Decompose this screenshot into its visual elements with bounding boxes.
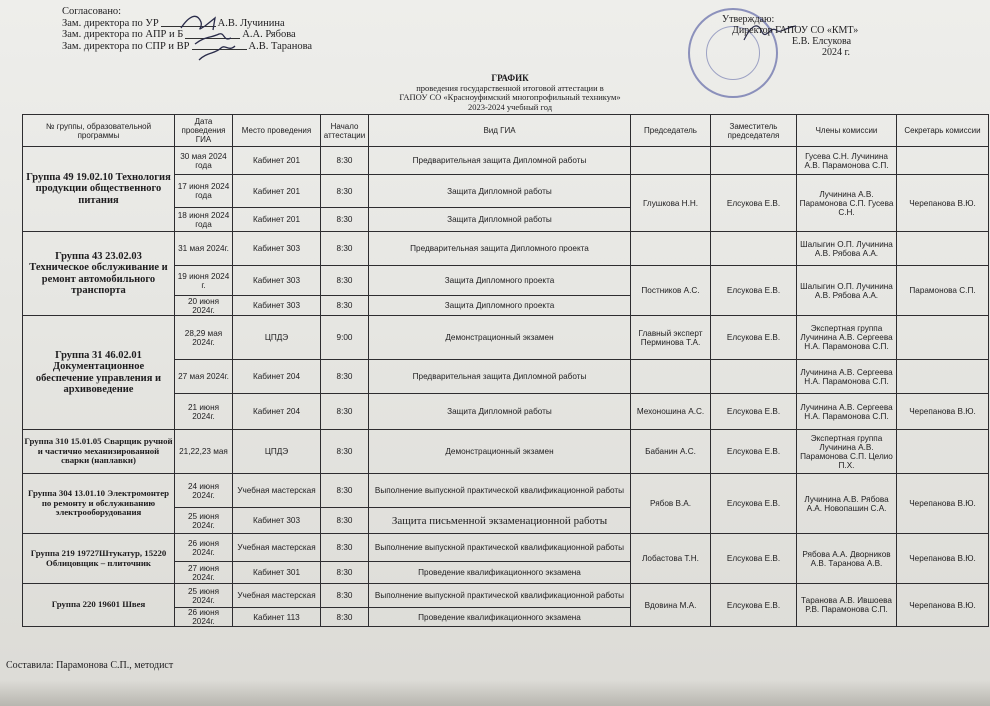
secretary-cell: Черепанова В.Ю. — [897, 474, 989, 534]
kind-cell: Выполнение выпускной практической квалификационной работы — [369, 584, 631, 608]
group-cell: Группа 310 15.01.05 Сварщик ручной и частично механизированной сварки (наплавки) — [23, 430, 175, 474]
table-row — [23, 232, 989, 266]
place-cell: Кабинет 201 — [233, 175, 321, 208]
deputy-cell — [711, 360, 797, 394]
place-cell: Учебная мастерская — [233, 474, 321, 508]
approval-director-name: Е.В. Елсукова — [792, 36, 852, 47]
secretary-cell: Черепанова В.Ю. — [897, 584, 989, 627]
members-cell: Таранова А.В. Ившоева Р.В. Парамонова С.П. — [797, 584, 897, 627]
place-cell: Учебная мастерская — [233, 534, 321, 562]
kind-cell: Демонстрационный экзамен — [369, 316, 631, 360]
kind-cell: Выполнение выпускной практической квалификационной работы — [369, 474, 631, 508]
start-cell: 8:30 — [321, 266, 369, 296]
place-cell: Кабинет 303 — [233, 508, 321, 534]
date-cell: 21,22,23 мая — [175, 430, 233, 474]
secretary-cell: Черепанова В.Ю. — [897, 534, 989, 584]
place-cell: Кабинет 201 — [233, 208, 321, 232]
start-cell: 9:00 — [321, 316, 369, 360]
date-cell: 25 июня 2024г. — [175, 508, 233, 534]
kind-cell: Защита Дипломной работы — [369, 208, 631, 232]
date-cell: 21 июня 2024г. — [175, 394, 233, 430]
place-cell: Кабинет 204 — [233, 360, 321, 394]
deputy-cell: Елсукова Е.В. — [711, 474, 797, 534]
group-cell: Группа 43 23.02.03 Техническое обслуживание и ремонт автомобильного транспорта — [23, 232, 175, 316]
date-cell: 25 июня 2024г. — [175, 584, 233, 608]
column-header: Председатель — [631, 115, 711, 147]
date-cell: 26 июня 2024г. — [175, 608, 233, 627]
deputy-cell — [711, 147, 797, 175]
group-cell: Группа 304 13.01.10 Электромонтер по ремонту и обслуживанию электрооборудования — [23, 474, 175, 534]
secretary-cell — [897, 316, 989, 360]
deputy-cell — [711, 232, 797, 266]
place-cell: Учебная мастерская — [233, 584, 321, 608]
start-cell: 8:30 — [321, 430, 369, 474]
secretary-cell — [897, 147, 989, 175]
start-cell: 8:30 — [321, 360, 369, 394]
place-cell: ЦПДЭ — [233, 316, 321, 360]
group-cell: Группа 49 19.02.10 Технология продукции общественного питания — [23, 147, 175, 232]
table-row — [23, 316, 989, 360]
group-cell: Группа 219 19727Штукатур, 15220 Облицовщик – плиточник — [23, 534, 175, 584]
kind-cell: Защита Дипломной работы — [369, 175, 631, 208]
kind-cell: Предварительная защита Дипломного проекта — [369, 232, 631, 266]
approval-name: А.А. Рябова — [242, 29, 296, 40]
start-cell: 8:30 — [321, 232, 369, 266]
table-row — [23, 584, 989, 608]
chair-cell: Лобастова Т.Н. — [631, 534, 711, 584]
place-cell: Кабинет 303 — [233, 232, 321, 266]
table-row — [23, 147, 989, 175]
chair-cell: Рябов В.А. — [631, 474, 711, 534]
place-cell: Кабинет 303 — [233, 266, 321, 296]
group-cell: Группа 31 46.02.01 Документационное обеспечение управления и архивоведение — [23, 316, 175, 430]
chair-cell: Бабанин А.С. — [631, 430, 711, 474]
start-cell: 8:30 — [321, 175, 369, 208]
approval-director: Директор ГАПОУ СО «КМТ» — [732, 25, 859, 36]
date-cell: 18 июня 2024 года — [175, 208, 233, 232]
chair-cell: Главный эксперт Перминова Т.А. — [631, 316, 711, 360]
approval-role: Зам. директора по УР — [62, 17, 159, 29]
kind-cell: Защита Дипломного проекта — [369, 266, 631, 296]
kind-cell: Защита письменной экзаменационной работы — [369, 508, 631, 534]
page-shadow — [0, 680, 990, 706]
approval-block-right — [722, 14, 858, 58]
members-cell: Лучинина А.В. Парамонова С.П. Гусева С.Н. — [797, 175, 897, 232]
start-cell: 8:30 — [321, 608, 369, 627]
deputy-cell: Елсукова Е.В. — [711, 534, 797, 584]
approval-name: А.В. Таранова — [248, 40, 313, 52]
table-row — [23, 474, 989, 508]
place-cell: Кабинет 301 — [233, 562, 321, 584]
date-cell: 27 июня 2024г. — [175, 562, 233, 584]
date-cell: 17 июня 2024 года — [175, 175, 233, 208]
schedule-table — [22, 114, 989, 627]
deputy-cell: Елсукова Е.В. — [711, 430, 797, 474]
members-cell: Экспертная группа Лучинина А.В. Парамонова С.П. Целио П.Х. — [797, 430, 897, 474]
members-cell: Экспертная группа Лучинина А.В. Сергеева Н.А. Парамонова С.П. — [797, 316, 897, 360]
start-cell: 8:30 — [321, 474, 369, 508]
start-cell: 8:30 — [321, 508, 369, 534]
approval-approve: Утверждаю: — [722, 14, 775, 25]
kind-cell: Выполнение выпускной практической квалификационной работы — [369, 534, 631, 562]
column-header: Место проведения — [233, 115, 321, 147]
group-cell: Группа 220 19601 Швея — [23, 584, 175, 627]
date-cell: 28,29 мая 2024г. — [175, 316, 233, 360]
kind-cell: Демонстрационный экзамен — [369, 430, 631, 474]
deputy-cell: Елсукова Е.В. — [711, 316, 797, 360]
secretary-cell: Черепанова В.Ю. — [897, 394, 989, 430]
start-cell: 8:30 — [321, 147, 369, 175]
chair-cell: Глушкова Н.Н. — [631, 175, 711, 232]
chair-cell — [631, 360, 711, 394]
column-header: Дата проведения ГИА — [175, 115, 233, 147]
secretary-cell: Черепанова В.Ю. — [897, 175, 989, 232]
approval-role: Зам. директора по СПР и ВР — [62, 40, 190, 52]
kind-cell: Предварительная защита Дипломной работы — [369, 360, 631, 394]
start-cell: 8:30 — [321, 534, 369, 562]
table-row — [23, 534, 989, 562]
date-cell: 31 мая 2024г. — [175, 232, 233, 266]
title-line: ГРАФИК — [491, 73, 529, 83]
kind-cell: Защита Дипломной работы — [369, 394, 631, 430]
start-cell: 8:30 — [321, 208, 369, 232]
deputy-cell: Елсукова Е.В. — [711, 584, 797, 627]
date-cell: 26 июня 2024г. — [175, 534, 233, 562]
kind-cell: Предварительная защита Дипломной работы — [369, 147, 631, 175]
place-cell: ЦПДЭ — [233, 430, 321, 474]
start-cell: 8:30 — [321, 394, 369, 430]
place-cell: Кабинет 113 — [233, 608, 321, 627]
place-cell: Кабинет 201 — [233, 147, 321, 175]
kind-cell: Защита Дипломного проекта — [369, 296, 631, 316]
start-cell: 8:30 — [321, 562, 369, 584]
kind-cell: Проведение квалификационного экзамена — [369, 562, 631, 584]
date-cell: 20 июня 2024г. — [175, 296, 233, 316]
deputy-cell: Елсукова Е.В. — [711, 394, 797, 430]
column-header: Члены комиссии — [797, 115, 897, 147]
chair-cell: Мехоношина А.С. — [631, 394, 711, 430]
column-header: Начало аттестации — [321, 115, 369, 147]
members-cell: Шалыгин О.П. Лучинина А.В. Рябова А.А. — [797, 232, 897, 266]
members-cell: Лучинина А.В. Сергеева Н.А. Парамонова С.П. — [797, 360, 897, 394]
handwritten-signature-icon — [175, 8, 255, 70]
members-cell: Лучинина А.В. Рябова А.А. Новопашин С.А. — [797, 474, 897, 534]
members-cell: Лучинина А.В. Сергеева Н.А. Парамонова С.П. — [797, 394, 897, 430]
chair-cell: Вдовина М.А. — [631, 584, 711, 627]
chair-cell: Постников А.С. — [631, 266, 711, 316]
deputy-cell: Елсукова Е.В. — [711, 266, 797, 316]
members-cell: Рябова А.А. Дворников А.В. Таранова А.В. — [797, 534, 897, 584]
members-cell: Шалыгин О.П. Лучинина А.В. Рябова А.А. — [797, 266, 897, 316]
chair-cell — [631, 232, 711, 266]
start-cell: 8:30 — [321, 584, 369, 608]
column-header: Заместитель председателя — [711, 115, 797, 147]
title-line: 2023-2024 учебный год — [467, 101, 553, 112]
footer-compiled-by: Составила: Парамонова С.П., методист — [6, 660, 174, 671]
approval-role: Зам. директора по АПР и Б — [62, 29, 184, 40]
column-header: Вид ГИА — [369, 115, 631, 147]
place-cell: Кабинет 204 — [233, 394, 321, 430]
secretary-cell: Парамонова С.П. — [897, 266, 989, 316]
approval-header: Согласовано: — [62, 6, 122, 17]
date-cell: 19 июня 2024 г. — [175, 266, 233, 296]
table-row — [23, 430, 989, 474]
title-line: проведения государственной итоговой аттестации в — [416, 82, 604, 93]
members-cell: Гусева С.Н. Лучинина А.В. Парамонова С.П. — [797, 147, 897, 175]
date-cell: 30 мая 2024 года — [175, 147, 233, 175]
date-cell: 24 июня 2024г. — [175, 474, 233, 508]
column-header: Секретарь комиссии — [897, 115, 989, 147]
deputy-cell: Елсукова Е.В. — [711, 175, 797, 232]
date-cell: 27 мая 2024г. — [175, 360, 233, 394]
start-cell: 8:30 — [321, 296, 369, 316]
chair-cell — [631, 147, 711, 175]
secretary-cell — [897, 430, 989, 474]
place-cell: Кабинет 303 — [233, 296, 321, 316]
approval-name: А.В. Лучинина — [217, 17, 285, 29]
approval-year: 2024 г. — [822, 47, 850, 58]
column-header: № группы, образовательной программы — [23, 115, 175, 147]
secretary-cell — [897, 232, 989, 266]
kind-cell: Проведение квалификационного экзамена — [369, 608, 631, 627]
secretary-cell — [897, 360, 989, 394]
title-line: ГАПОУ СО «Красноуфимский многопрофильный техникум» — [399, 92, 621, 102]
table-header-row — [23, 115, 989, 147]
document-title — [380, 74, 640, 112]
